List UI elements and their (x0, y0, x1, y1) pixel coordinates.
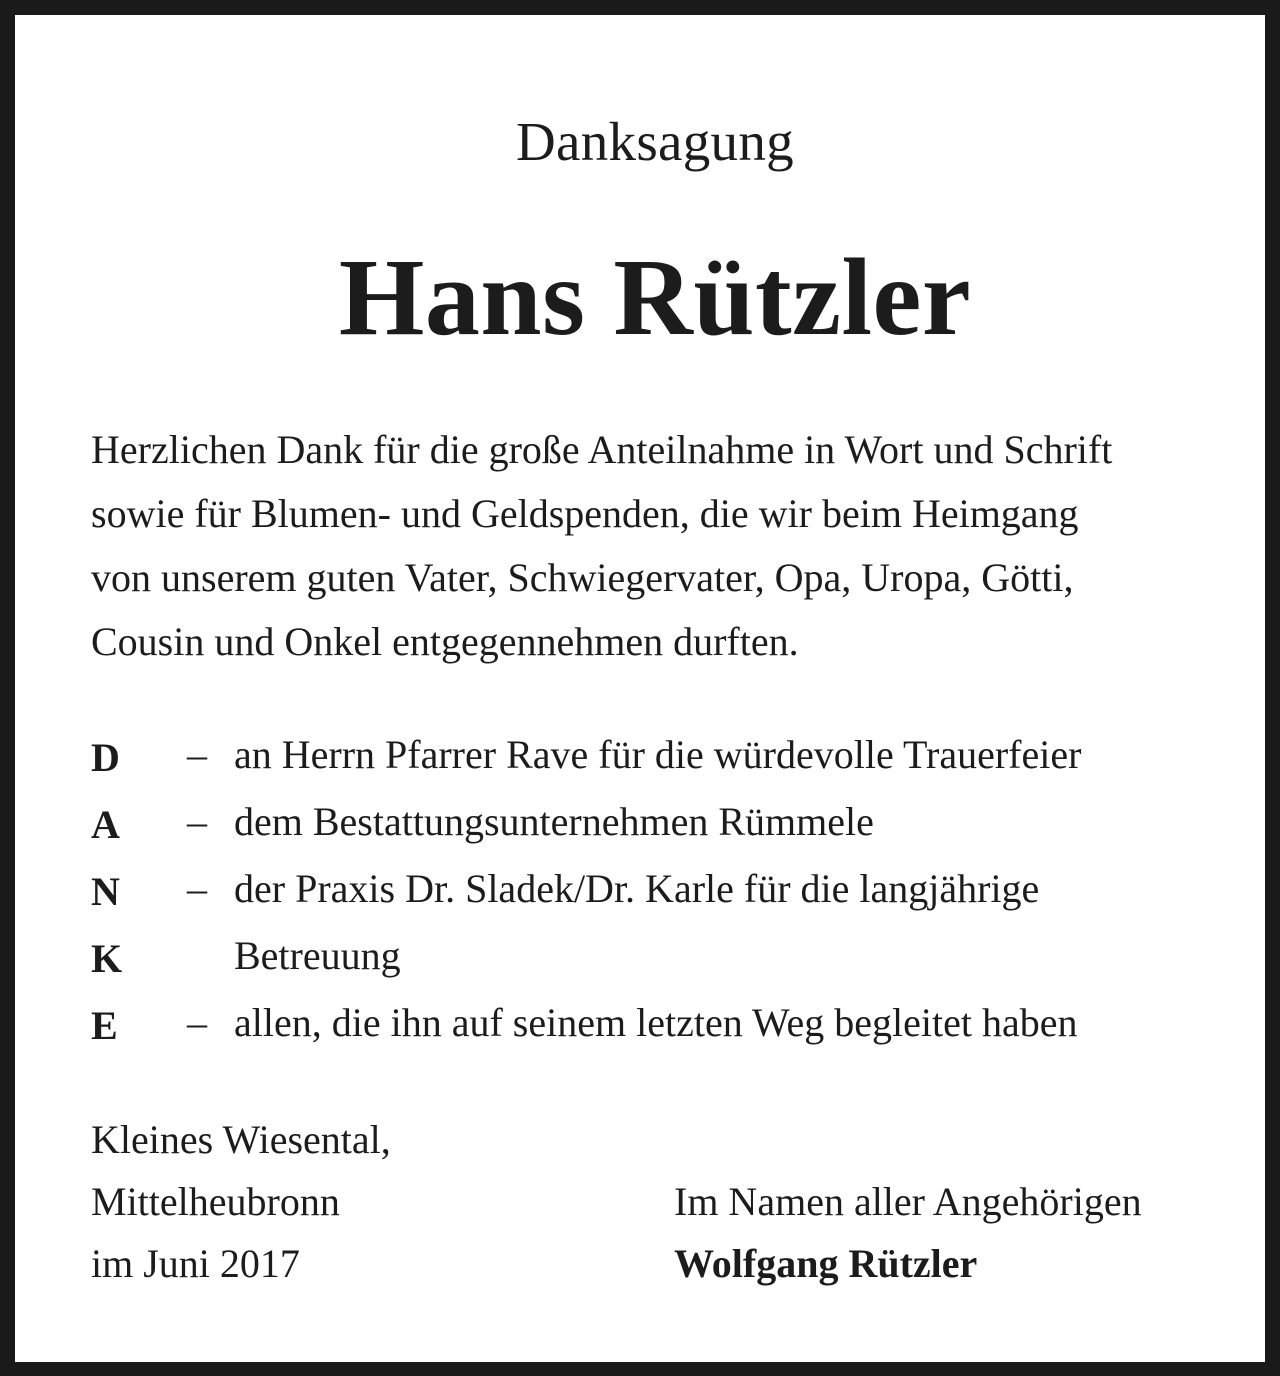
deceased-name: Hans Rützler (338, 236, 972, 358)
notice-heading: Danksagung (516, 111, 794, 172)
intro-paragraph (91, 418, 1231, 674)
danke-text: dem Bestattungsunternehmen Rümmele (234, 799, 874, 844)
danke-letter: E (91, 1003, 118, 1048)
signature-block (674, 1171, 1142, 1295)
danke-letter: D (91, 735, 120, 780)
danke-text: an Herrn Pfarrer Rave für die würdevolle Trauerfeier (234, 732, 1082, 777)
danke-row (91, 922, 1231, 989)
danke-row (91, 855, 1231, 922)
place-line: Mittelheubronn (91, 1179, 340, 1224)
danke-list (91, 721, 1231, 1056)
danke-dash: – (187, 866, 207, 911)
danke-dash: – (187, 732, 207, 777)
danke-letter: N (91, 869, 120, 914)
place-date-block (91, 1109, 391, 1295)
danke-text: der Praxis Dr. Sladek/Dr. Karle für die langjährige (234, 866, 1040, 911)
danke-text: Betreuung (234, 933, 401, 978)
danke-dash: – (187, 1000, 207, 1045)
intro-line: von unserem guten Vater, Schwiegervater, Opa, Uropa, Götti, (91, 555, 1074, 600)
intro-line: Herzlichen Dank für die große Anteilnahme in Wort und Schrift (91, 427, 1113, 472)
danke-row (91, 989, 1231, 1056)
intro-line: Cousin und Onkel entgegennehmen durften. (91, 619, 799, 664)
danke-dash: – (187, 799, 207, 844)
sign-line: Im Namen aller Angehörigen (674, 1179, 1142, 1224)
danke-letter: K (91, 936, 123, 981)
date-line: im Juni 2017 (91, 1241, 300, 1286)
danke-text: allen, die ihn auf seinem letzten Weg begleitet haben (234, 1000, 1078, 1045)
danke-letter: A (91, 802, 120, 847)
intro-line: sowie für Blumen- und Geldspenden, die wir beim Heimgang (91, 491, 1079, 536)
signer-name: Wolfgang Rützler (674, 1241, 978, 1286)
place-line: Kleines Wiesental, (91, 1117, 391, 1162)
danke-row (91, 788, 1231, 855)
danke-row (91, 721, 1231, 788)
